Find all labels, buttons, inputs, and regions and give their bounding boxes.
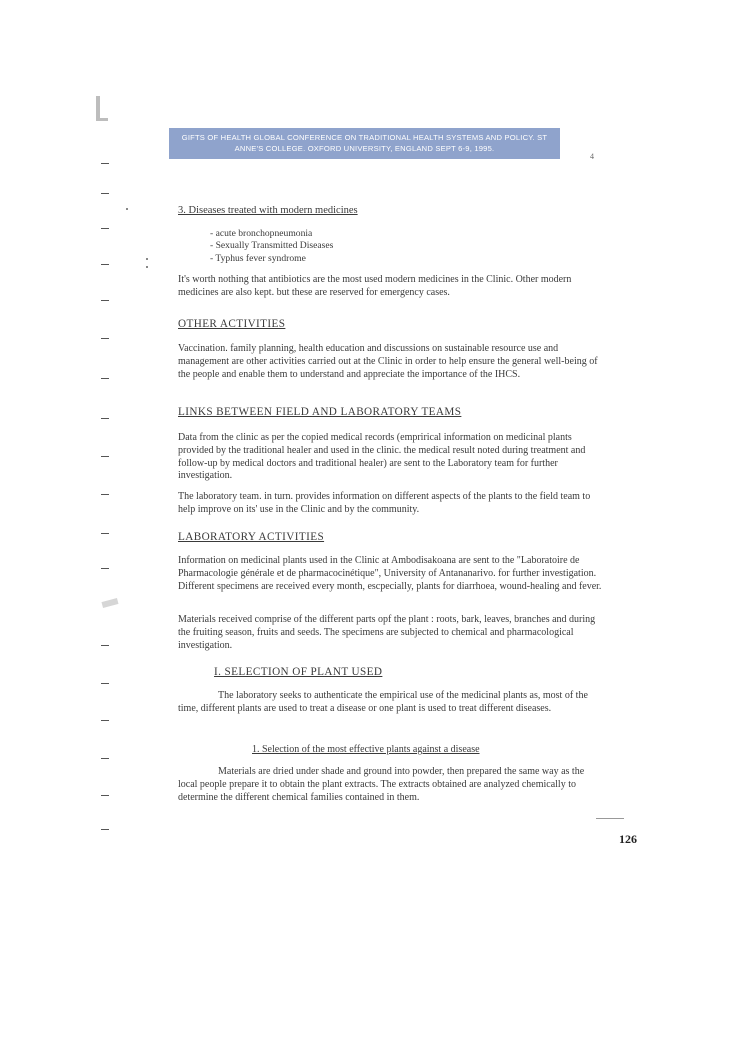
margin-tick bbox=[101, 300, 109, 301]
margin-tick bbox=[101, 163, 109, 164]
banner-line: GIFTS OF HEALTH GLOBAL CONFERENCE ON TRADITIONAL HEALTH SYSTEMS AND POLICY. ST bbox=[181, 133, 548, 142]
margin-tick bbox=[101, 829, 109, 830]
scan-speck bbox=[146, 266, 148, 268]
list-item: - Sexually Transmitted Diseases bbox=[210, 240, 334, 252]
subsection-heading: 1. Selection of the most effective plants against a disease bbox=[252, 744, 480, 755]
paragraph: It's worth nothing that antibiotics are the most used modern medicines in the Clinic. Other modern medicines are also kept. but these are reserved for emergency cases. bbox=[178, 274, 572, 298]
scan-artifact-mark bbox=[96, 118, 108, 121]
section-heading-selection: I. SELECTION OF PLANT USED bbox=[214, 666, 383, 678]
paragraph: Materials are dried under shade and ground into powder, then prepared the same way as the local people prepare it to obtain the plant extracts. The extracts obtained are analyzed chemically to determine the different chemical families contained in them. bbox=[178, 766, 585, 803]
section-heading-links: LINKS BETWEEN FIELD AND LABORATORY TEAMS bbox=[178, 406, 462, 418]
margin-tick bbox=[101, 568, 109, 569]
page-number: 126 bbox=[619, 832, 637, 846]
margin-tick bbox=[101, 683, 109, 684]
scan-speck bbox=[146, 258, 148, 260]
margin-tick bbox=[101, 494, 109, 495]
section-heading-laboratory: LABORATORY ACTIVITIES bbox=[178, 531, 325, 543]
section-heading-other-activities: OTHER ACTIVITIES bbox=[178, 318, 286, 330]
margin-tick bbox=[101, 720, 109, 721]
scan-smudge bbox=[101, 598, 118, 608]
margin-tick bbox=[101, 228, 109, 229]
section-heading-diseases: 3. Diseases treated with modern medicines bbox=[178, 205, 358, 216]
paragraph: Materials received comprise of the different parts opf the plant : roots, bark, leaves, branches and during the fruiting season, fruits and seeds. The specimens are subjected to chemical and pharmacological investigation. bbox=[178, 614, 596, 651]
paragraph: The laboratory team. in turn. provides information on different aspects of the plants to the field team to help improve on its' use in the Clinic and by the community. bbox=[178, 491, 591, 515]
margin-tick bbox=[101, 758, 109, 759]
scan-speck bbox=[126, 208, 128, 210]
list-item: - Typhus fever syndrome bbox=[210, 252, 306, 264]
paragraph: The laboratory seeks to authenticate the empirical use of the medicinal plants as, most of the time, different plants are used to treat a disease or one plant is used to treat different diseases. bbox=[178, 690, 588, 714]
margin-tick bbox=[101, 533, 109, 534]
paragraph: Data from the clinic as per the copied medical records (emprirical information on medicinal plants provided by the traditional healer and used in the clinic. the medical result noted during treatment and follow-up by medical doctors and traditional healer) are sent to the Laboratory team for further investigation. bbox=[178, 432, 586, 482]
page-number-small: 4 bbox=[590, 152, 594, 161]
paragraph: Information on medicinal plants used in the Clinic at Ambodisakoana are sent to the "Laboratoire de Pharmacologie générale et de pharmacocinétique", University of Antananarivo. for further investigation. Different specimens are received every month, escpecially, plants for diarrhoea, wound-healing and fever. bbox=[178, 555, 602, 592]
list-item: - acute bronchopneumonia bbox=[210, 228, 313, 239]
margin-tick bbox=[101, 193, 109, 194]
paragraph: Vaccination. family planning, health education and discussions on sustainable resource use and management are other activities carried out at the Clinic in order to help ensure the general well-being of the people and enable them to understand and appreciate the importance of the IHCS. bbox=[178, 343, 598, 380]
margin-tick bbox=[101, 456, 109, 457]
margin-tick bbox=[101, 378, 109, 379]
footer-rule bbox=[596, 818, 624, 819]
margin-tick bbox=[101, 338, 109, 339]
diseases-list bbox=[210, 228, 333, 265]
scan-artifact-mark bbox=[96, 96, 100, 120]
margin-tick bbox=[101, 264, 109, 265]
margin-tick bbox=[101, 418, 109, 419]
banner-line: ANNE'S COLLEGE. OXFORD UNIVERSITY, ENGLAND SEPT 6-9, 1995. bbox=[234, 144, 495, 153]
margin-tick bbox=[101, 795, 109, 796]
margin-tick bbox=[101, 645, 109, 646]
conference-banner bbox=[169, 128, 560, 159]
